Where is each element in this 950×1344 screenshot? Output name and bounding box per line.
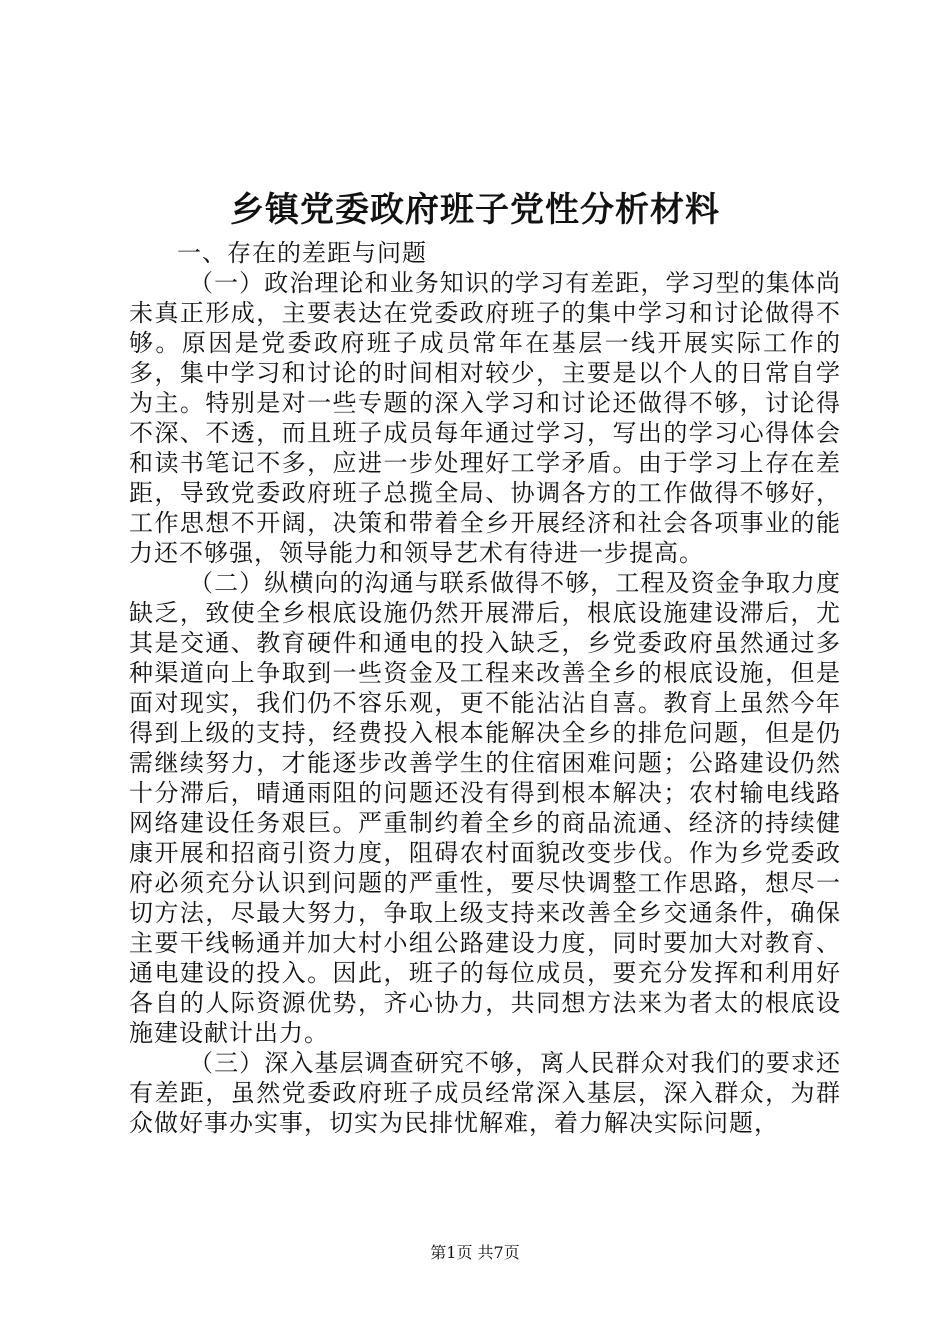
document-title: 乡镇党委政府班子党性分析材料 — [230, 190, 720, 230]
paragraph-3: （三）深入基层调查研究不够，离人民群众对我们的要求还有差距，虽然党委政府班子成员经常深入基层，深入群众，为群众做好事办实事，切实为民排忧解难，着力解决实际问题， — [129, 1049, 841, 1137]
section-heading: 一、存在的差距与问题 — [177, 239, 427, 267]
document-body — [129, 238, 841, 1138]
page-number-footer: 第1页 共7页 — [430, 1243, 520, 1262]
paragraph-1: （一）政治理论和业务知识的学习有差距，学习型的集体尚未真正形成，主要表达在党委政府班子的集中学习和讨论做得不够。原因是党委政府班子成员常年在基层一线开展实际工作的多，集中学习和讨论的时间相对较少，主要是以个人的日常自学为主。特别是对一些专题的深入学习和讨论还做得不够，讨论得不深、不透，而且班子成员每年通过学习，写出的学习心得体会和读书笔记不多，应进一步处理好工学矛盾。由于学习上存在差距，导致党委政府班子总揽全局、协调各方的工作做得不够好，工作思想不开阔，决策和带着全乡开展经济和社会各项事业的能力还不够强，领导能力和领导艺术有待进一步提高。 — [129, 269, 841, 567]
paragraph-2: （二）纵横向的沟通与联系做得不够，工程及资金争取力度缺乏，致使全乡根底设施仍然开展滞后，根底设施建设滞后，尤其是交通、教育硬件和通电的投入缺乏，乡党委政府虽然通过多种渠道向上争取到一些资金及工程来改善全乡的根底设施，但是面对现实，我们仍不容乐观，更不能沾沾自喜。教育上虽然今年得到上级的支持，经费投入根本能解决全乡的排危问题，但是仍需继续努力，才能逐步改善学生的住宿困难问题；公路建设仍然十分滞后，晴通雨阻的问题还没有得到根本解决；农村输电线路网络建设任务艰巨。严重制约着全乡的商品流通、经济的持续健康开展和招商引资力度，阻碍农村面貌改变步伐。作为乡党委政府必须充分认识到问题的严重性，要尽快调整工作思路，想尽一切方法，尽最大努力，争取上级支持来改善全乡交通条件，确保主要干线畅通并加大村小组公路建设力度，同时要加大对教育、通电建设的投入。因此，班子的每位成员，要充分发挥和利用好各自的人际资源优势，齐心协力，共同想方法来为者太的根底设施建设献计出力。 — [129, 569, 841, 1047]
